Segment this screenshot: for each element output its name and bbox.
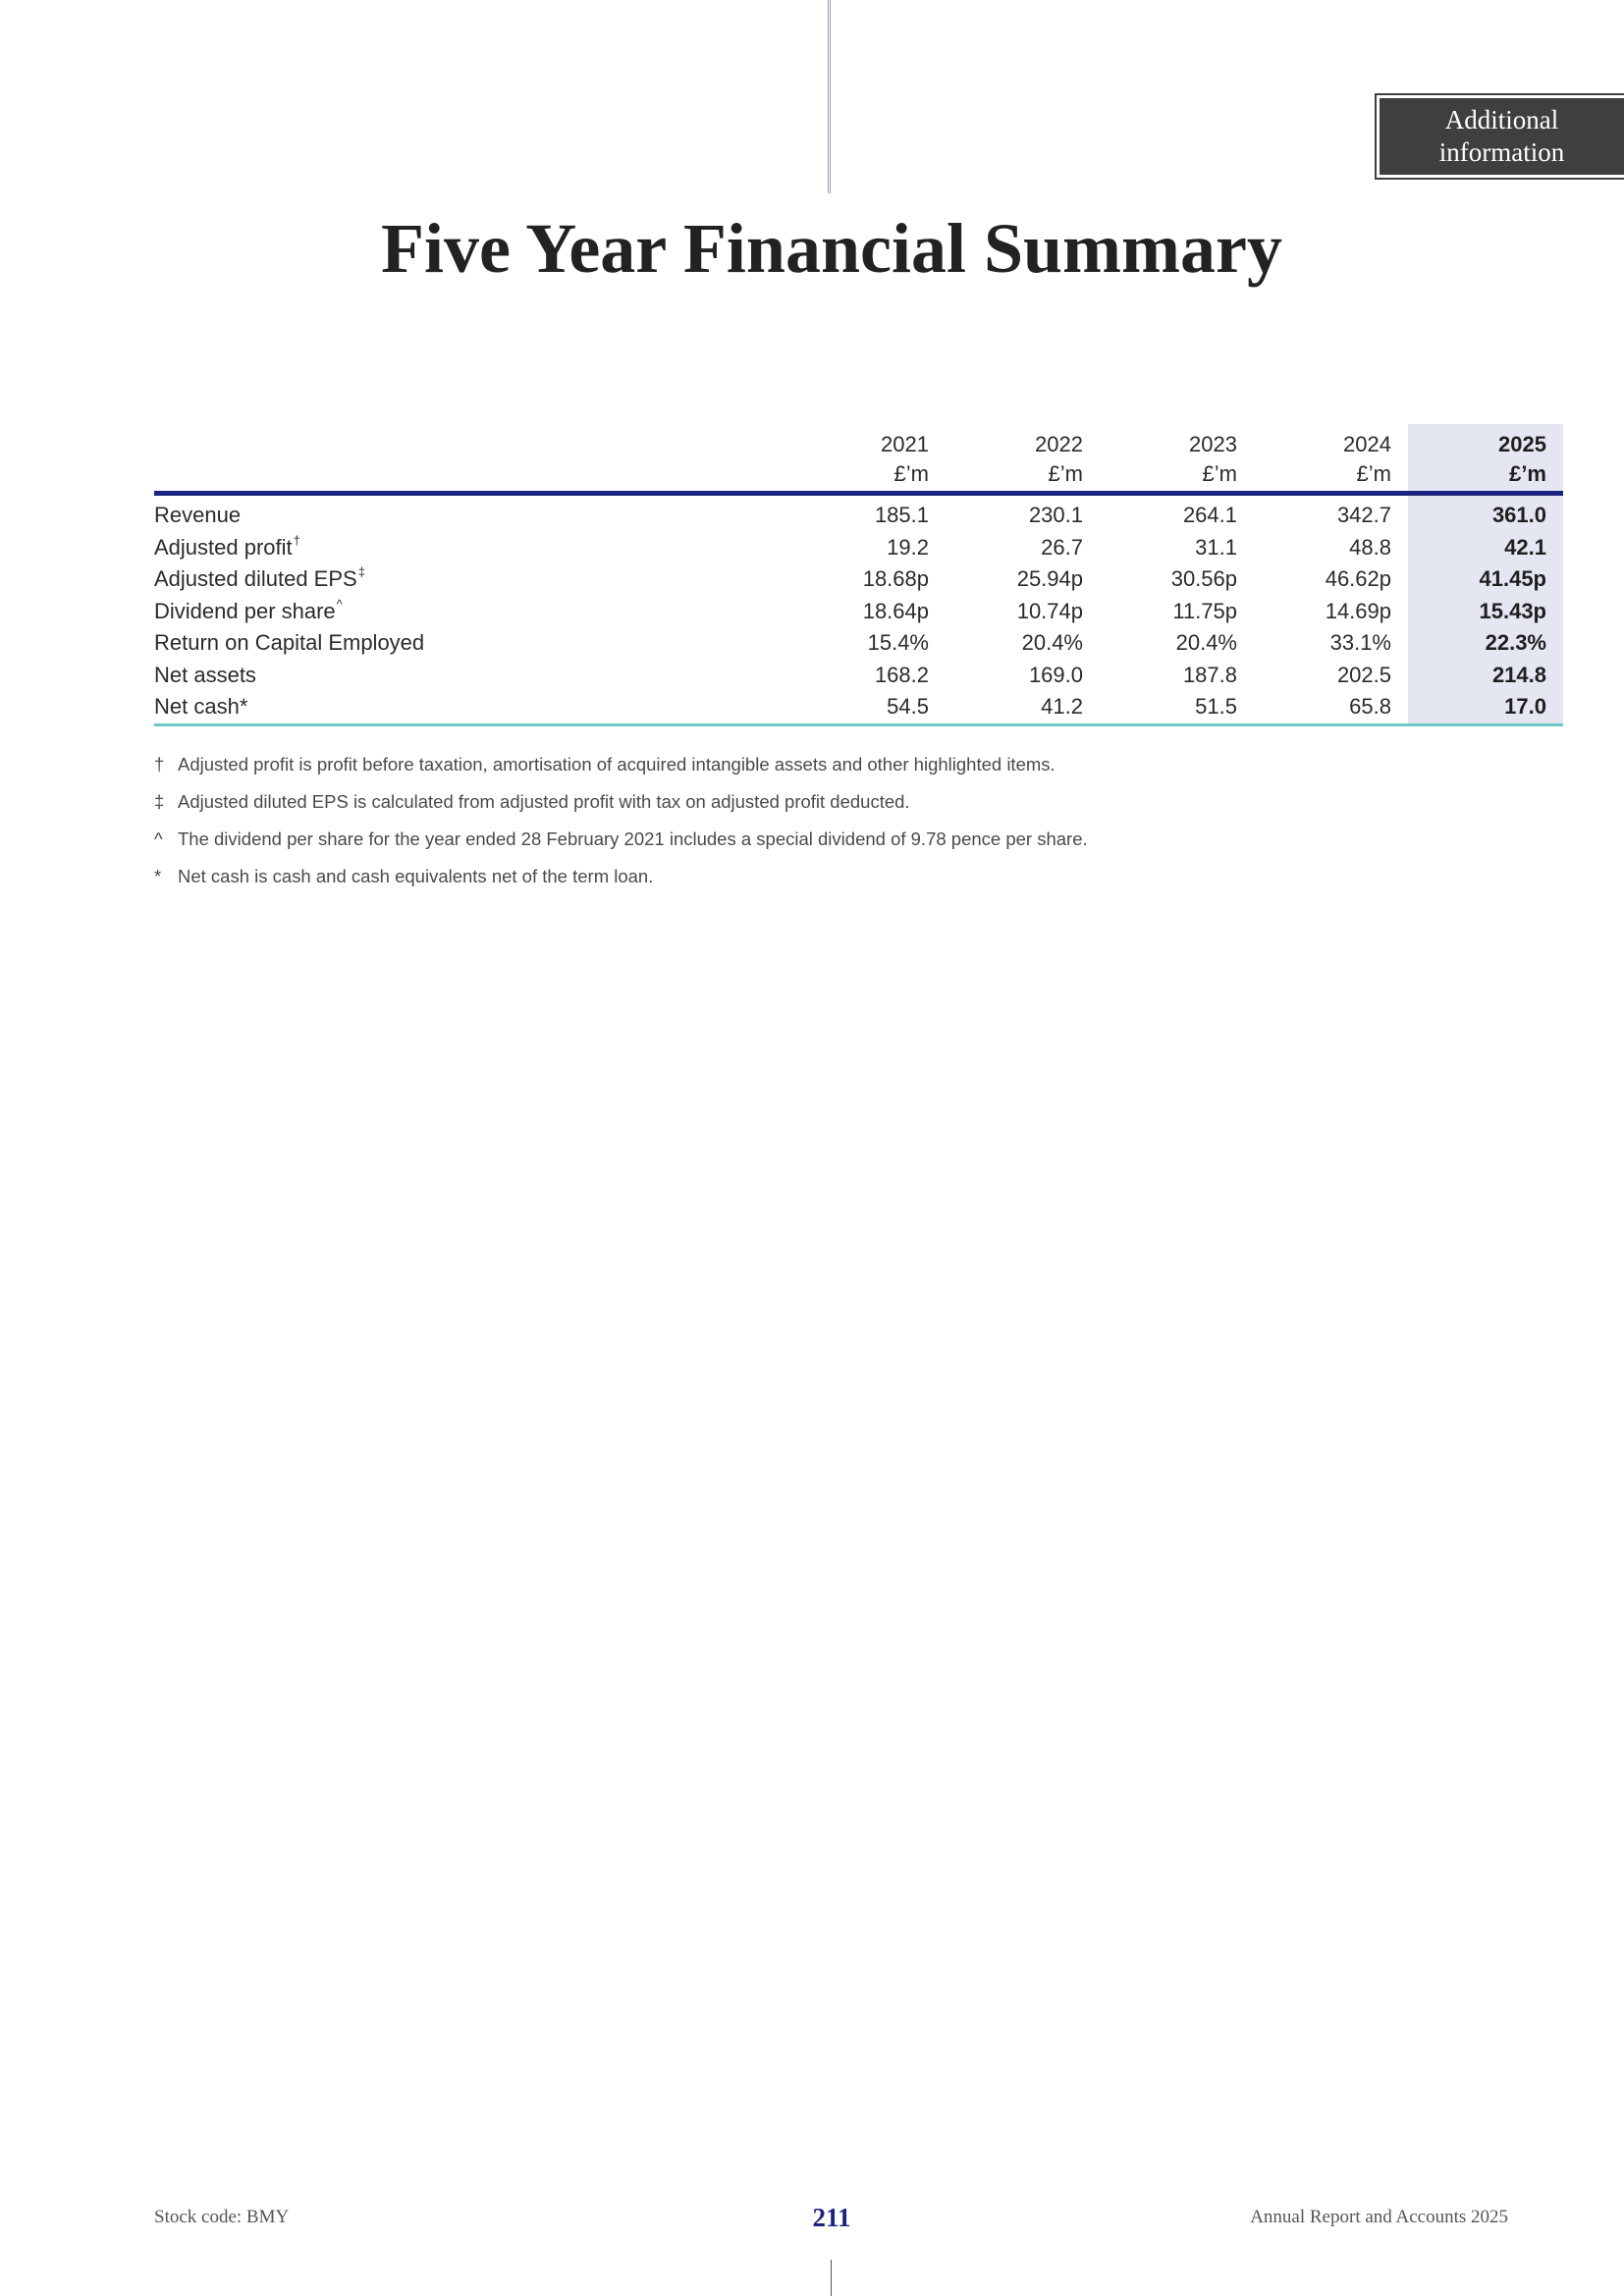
header-unit: £’m — [1100, 459, 1254, 494]
footnote-symbol: ^ — [154, 828, 163, 849]
cell-value: 48.8 — [1349, 534, 1391, 560]
header-unit: £’m — [1254, 459, 1408, 494]
cell-value: 54.5 — [791, 691, 946, 724]
header-year: 2022 — [1035, 432, 1083, 456]
row-label: Return on Capital Employed — [154, 630, 425, 655]
header-unit: £’m — [946, 459, 1100, 494]
financial-summary-table — [154, 424, 1563, 726]
page-footer — [0, 2203, 1624, 2232]
table-row — [154, 563, 1563, 596]
table-row — [154, 627, 1563, 660]
footnote-marker: ‡ — [357, 564, 365, 579]
cell-value-highlight: 42.1 — [1408, 532, 1563, 564]
footnote-marker: † — [293, 532, 300, 548]
cell-value: 65.8 — [1254, 691, 1408, 724]
cell-value-highlight: 214.8 — [1408, 660, 1563, 692]
cell-value: 20.4% — [1175, 630, 1237, 655]
footnote — [154, 858, 1332, 895]
cell-value: 18.68p — [862, 566, 929, 591]
cell-value: 33.1% — [1329, 630, 1391, 655]
cell-value: 185.1 — [874, 503, 929, 527]
cell-value-highlight: 41.45p — [1408, 563, 1563, 596]
cell-value: 18.64p — [862, 598, 929, 623]
cell-value: 10.74p — [1016, 598, 1083, 623]
cell-value: 202.5 — [1336, 662, 1391, 687]
footer-report-title: Annual Report and Accounts 2025 — [1250, 2207, 1508, 2227]
header-blank — [154, 424, 791, 459]
header-year: 2021 — [881, 432, 929, 456]
footnote-symbol: * — [154, 866, 162, 886]
row-label: Adjusted profit† — [154, 532, 300, 560]
cell-value: 46.62p — [1325, 566, 1391, 591]
cell-value: 51.5 — [1100, 691, 1254, 724]
cell-value: 15.4% — [867, 630, 929, 655]
page-number: 211 — [812, 2203, 851, 2232]
footnote-text: Adjusted profit is profit before taxation, amortisation of acquired intangible assets and other highlighted items. — [178, 754, 1056, 774]
header-year: 2024 — [1343, 432, 1391, 456]
cell-value: 230.1 — [1028, 503, 1083, 527]
cell-value: 168.2 — [874, 662, 929, 687]
footnote-text: Net cash is cash and cash equivalents net of the term loan. — [178, 866, 654, 886]
footnote-text: The dividend per share for the year ended 28 February 2021 includes a special dividend of 9.78 pence per share. — [178, 828, 1088, 849]
cell-value-highlight: 22.3% — [1408, 627, 1563, 660]
footnotes — [154, 746, 1332, 895]
row-label: Net assets — [154, 662, 256, 687]
section-tab-line-2: information — [1438, 137, 1565, 167]
bottom-divider-line — [831, 2260, 832, 2296]
cell-value: 11.75p — [1172, 598, 1237, 623]
cell-value: 30.56p — [1170, 566, 1237, 591]
section-tab-line-1: Additional — [1444, 105, 1559, 134]
header-blank — [154, 459, 791, 494]
footnote-symbol: † — [154, 754, 165, 774]
table-row — [154, 596, 1563, 628]
cell-value: 14.69p — [1325, 598, 1391, 623]
footnote-symbol: ‡ — [154, 791, 165, 812]
footnote-text: Adjusted diluted EPS is calculated from adjusted profit with tax on adjusted profit deducted. — [178, 791, 910, 812]
header-year: 2023 — [1189, 432, 1237, 456]
table-header-units — [154, 459, 1563, 494]
cell-value-highlight: 15.43p — [1408, 596, 1563, 628]
table-row — [154, 691, 1563, 724]
cell-value-highlight: 17.0 — [1408, 691, 1563, 724]
cell-value: 31.1 — [1195, 534, 1237, 560]
cell-value: 20.4% — [1021, 630, 1083, 655]
footnote — [154, 746, 1332, 783]
header-unit: £’m — [791, 459, 946, 494]
cell-value: 41.2 — [946, 691, 1100, 724]
table-header-years — [154, 424, 1563, 459]
cell-value: 187.8 — [1182, 662, 1237, 687]
cell-value-highlight: 361.0 — [1408, 494, 1563, 532]
row-label: Adjusted diluted EPS‡ — [154, 564, 365, 591]
row-label: Revenue — [154, 503, 242, 527]
row-label: Dividend per share^ — [154, 596, 343, 623]
table-row — [154, 532, 1563, 564]
table-row — [154, 494, 1563, 532]
page-title: Five Year Financial Summary — [381, 209, 1282, 288]
footer-stock-code: Stock code: BMY — [154, 2207, 290, 2227]
cell-value: 264.1 — [1182, 503, 1237, 527]
header-unit-highlight: £’m — [1408, 459, 1563, 494]
section-tab-label — [1380, 98, 1624, 175]
section-tab[interactable] — [1375, 93, 1624, 180]
row-label: Net cash* — [154, 691, 791, 724]
cell-value: 25.94p — [1016, 566, 1083, 591]
cell-value: 19.2 — [887, 534, 929, 560]
footnote — [154, 783, 1332, 821]
cell-value: 26.7 — [1041, 534, 1083, 560]
table-row — [154, 660, 1563, 692]
cell-value: 169.0 — [1028, 662, 1083, 687]
header-year-highlight: 2025 — [1408, 424, 1563, 459]
footnote-marker: ^ — [336, 596, 343, 612]
footnote — [154, 821, 1332, 858]
cell-value: 342.7 — [1336, 503, 1391, 527]
top-divider-line — [828, 0, 831, 193]
financial-summary-table-wrapper — [154, 424, 1546, 726]
